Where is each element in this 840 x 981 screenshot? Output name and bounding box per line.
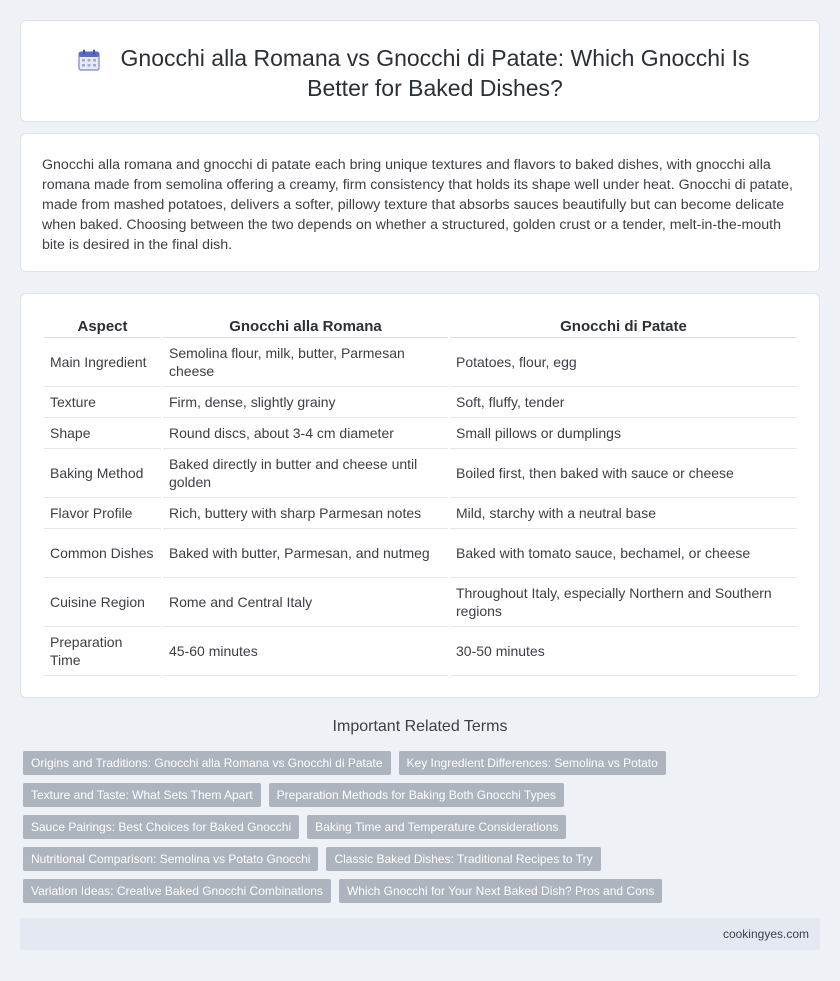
table-cell: Baked directly in butter and cheese until golden xyxy=(163,449,448,498)
table-cell: Flavor Profile xyxy=(44,498,161,529)
column-header: Aspect xyxy=(44,314,161,338)
table-cell: Mild, starchy with a neutral base xyxy=(450,498,797,529)
intro-paragraph: Gnocchi alla romana and gnocchi di patate each bring unique textures and flavors to baked dishes, with gnocchi alla romana made from semolina offering a creamy, firm consistency that holds its shape well under heat. Gnocchi di patate, made from mashed potatoes, delivers a softer, pillowy texture that absorbs sauces beautifully but can become delicate when baked. Choosing between the two depends on whether a structured, golden crust or a tender, melt-in-the-mouth bite is desired in the final dish. xyxy=(42,157,793,253)
table-cell: Cuisine Region xyxy=(44,578,161,627)
table-cell: Texture xyxy=(44,387,161,418)
table-row xyxy=(44,387,797,418)
related-term-tag[interactable]: Baking Time and Temperature Considerations xyxy=(307,815,566,839)
table-row xyxy=(44,578,797,627)
footer-site-link[interactable]: cookingyes.com xyxy=(722,927,809,941)
related-term-tag[interactable]: Preparation Methods for Baking Both Gnocchi Types xyxy=(269,783,564,807)
table-cell: Small pillows or dumplings xyxy=(450,418,797,449)
related-term-tag[interactable]: Texture and Taste: What Sets Them Apart xyxy=(23,783,261,807)
table-cell: Boiled first, then baked with sauce or cheese xyxy=(450,449,797,498)
intro-card xyxy=(20,133,820,272)
table-cell: Semolina flour, milk, butter, Parmesan cheese xyxy=(163,338,448,387)
table-header-row xyxy=(44,314,797,338)
related-term-tag[interactable]: Classic Baked Dishes: Traditional Recipes to Try xyxy=(326,847,600,871)
table-cell: Throughout Italy, especially Northern and Southern regions xyxy=(450,578,797,627)
page-title: Gnocchi alla Romana vs Gnocchi di Patate: Which Gnocchi Is Better for Baked Dishes? xyxy=(120,45,750,101)
related-term-tag[interactable]: Nutritional Comparison: Semolina vs Potato Gnocchi xyxy=(23,847,318,871)
table-cell: Baked with butter, Parmesan, and nutmeg xyxy=(163,529,448,578)
table-cell: 45-60 minutes xyxy=(163,627,448,676)
table-cell: Firm, dense, slightly grainy xyxy=(163,387,448,418)
related-term-tag[interactable]: Variation Ideas: Creative Baked Gnocchi Combinations xyxy=(23,879,331,903)
column-header: Gnocchi di Patate xyxy=(450,314,797,338)
related-term-tag[interactable]: Origins and Traditions: Gnocchi alla Romana vs Gnocchi di Patate xyxy=(23,751,391,775)
related-term-tag[interactable]: Sauce Pairings: Best Choices for Baked Gnocchi xyxy=(23,815,299,839)
related-term-tag[interactable]: Which Gnocchi for Your Next Baked Dish? Pros and Cons xyxy=(339,879,663,903)
table-cell: Preparation Time xyxy=(44,627,161,676)
related-terms-list xyxy=(23,751,823,911)
table-row xyxy=(44,418,797,449)
table-cell: Main Ingredient xyxy=(44,338,161,387)
table-row xyxy=(44,338,797,387)
footer xyxy=(20,918,820,950)
related-terms-title: Important Related Terms xyxy=(332,718,508,735)
table-cell: Rich, buttery with sharp Parmesan notes xyxy=(163,498,448,529)
related-term-tag[interactable]: Key Ingredient Differences: Semolina vs Potato xyxy=(399,751,666,775)
table-cell: Round discs, about 3-4 cm diameter xyxy=(163,418,448,449)
table-cell: Rome and Central Italy xyxy=(163,578,448,627)
table-row xyxy=(44,449,797,498)
table-cell: Potatoes, flour, egg xyxy=(450,338,797,387)
title-card xyxy=(20,20,820,122)
table-row xyxy=(44,498,797,529)
table-row xyxy=(44,627,797,676)
table-cell: Shape xyxy=(44,418,161,449)
table-cell: Soft, fluffy, tender xyxy=(450,387,797,418)
table-cell: 30-50 minutes xyxy=(450,627,797,676)
comparison-table xyxy=(42,314,799,676)
table-row xyxy=(44,529,797,578)
table-cell: Baking Method xyxy=(44,449,161,498)
table-cell: Baked with tomato sauce, bechamel, or cheese xyxy=(450,529,797,578)
table-cell: Common Dishes xyxy=(44,529,161,578)
comparison-table-card xyxy=(20,293,820,698)
column-header: Gnocchi alla Romana xyxy=(163,314,448,338)
